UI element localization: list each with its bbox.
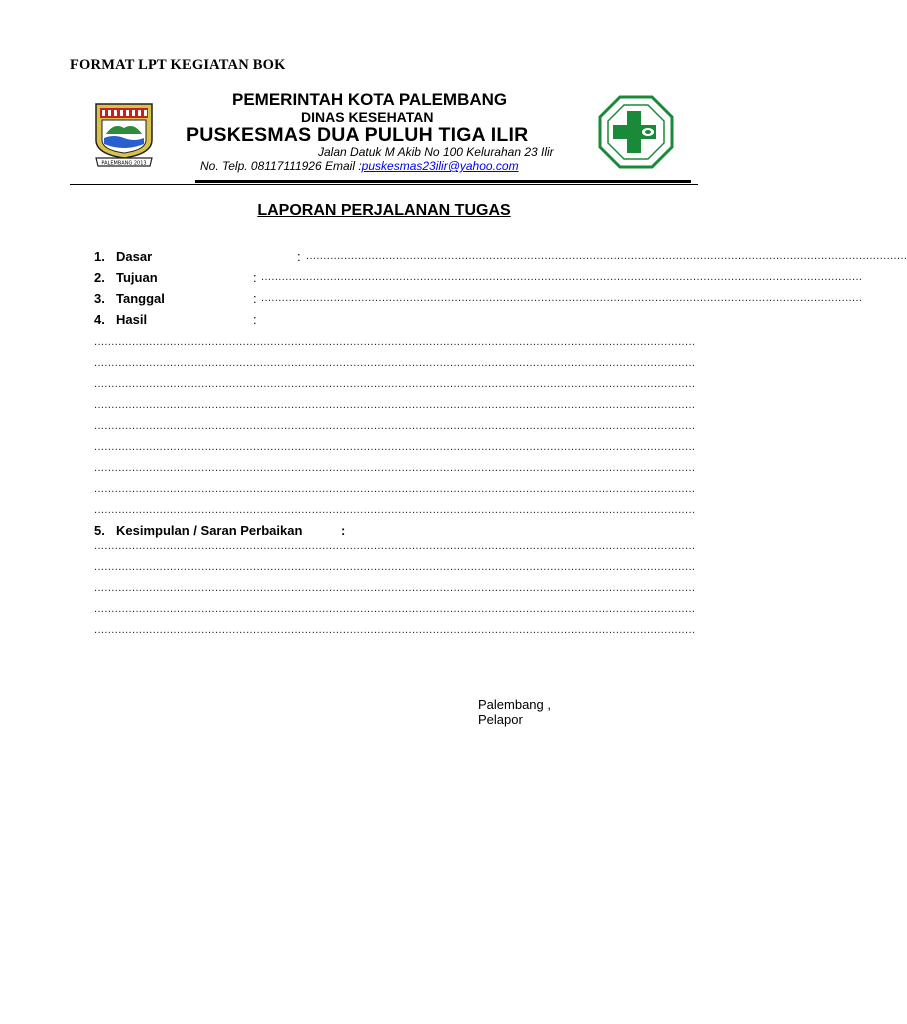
field-number: 2. [94,270,105,285]
field-label-kesimpulan: Kesimpulan / Saran Perbaikan [116,523,303,538]
signature-place: Palembang , [478,697,551,712]
hasil-fill-line[interactable]: .............................................................................................................................................................................. [94,336,696,348]
kesimpulan-fill-line[interactable]: .............................................................................................................................................................................. [94,582,696,594]
hasil-fill-line[interactable]: .............................................................................................................................................................................. [94,357,696,369]
signature-role: Pelapor [478,712,523,727]
field-number: 1. [94,249,105,264]
field-colon: : [253,270,257,285]
field-label-tujuan: Tujuan [116,270,158,285]
header-divider-thick [195,180,691,183]
hasil-fill-line[interactable]: .............................................................................................................................................................................. [94,441,696,453]
field-label-hasil: Hasil [116,312,148,327]
header-contact [200,159,519,173]
field-number: 5. [94,523,105,538]
header-phone: No. Telp. 08117111926 Email : [200,159,362,173]
hasil-fill-line[interactable]: .............................................................................................................................................................................. [94,399,696,411]
field-colon: : [297,249,301,264]
header-government: PEMERINTAH KOTA PALEMBANG [232,90,508,109]
header-department: DINAS KESEHATAN [301,109,434,125]
city-crest-logo [92,96,156,170]
header-email-link[interactable]: puskesmas23ilir@yahoo.com [361,159,519,173]
hasil-fill-line[interactable]: .............................................................................................................................................................................. [94,483,696,495]
kesimpulan-fill-line[interactable]: .............................................................................................................................................................................. [94,603,696,615]
document-title: LAPORAN PERJALANAN TUGAS [257,202,511,219]
hasil-fill-line[interactable]: .............................................................................................................................................................................. [94,504,696,516]
header-puskesmas-name: PUSKESMAS DUA PULUH TIGA ILIR [186,124,529,146]
kesimpulan-fill-line[interactable]: .............................................................................................................................................................................. [94,561,696,573]
hasil-fill-line[interactable]: .............................................................................................................................................................................. [94,378,696,390]
hasil-fill-line[interactable]: .............................................................................................................................................................................. [94,420,696,432]
kesimpulan-fill-line[interactable]: .............................................................................................................................................................................. [94,540,696,552]
field-colon: : [341,523,346,538]
hasil-fill-line[interactable]: .............................................................................................................................................................................. [94,462,696,474]
field-label-tanggal: Tanggal [116,291,165,306]
field-colon: : [253,312,257,327]
field-colon: : [253,291,257,306]
format-title: FORMAT LPT KEGIATAN BOK [70,57,286,73]
field-fill-line-tanggal[interactable]: .............................................................................................................................................................................. [261,292,863,304]
field-fill-line-dasar[interactable]: .............................................................................................................................................................................. [306,250,907,262]
field-fill-line-tujuan[interactable]: .............................................................................................................................................................................. [261,271,863,283]
header-divider-thin [70,184,698,185]
field-number: 4. [94,312,105,327]
puskesmas-logo [598,95,674,169]
field-label-dasar: Dasar [116,249,153,264]
field-number: 3. [94,291,105,306]
kesimpulan-fill-line[interactable]: .............................................................................................................................................................................. [94,624,696,636]
crest-banner-text: PALEMBANG 2013 [101,160,147,167]
header-address: Jalan Datuk M Akib No 100 Kelurahan 23 Ilir [318,145,554,159]
